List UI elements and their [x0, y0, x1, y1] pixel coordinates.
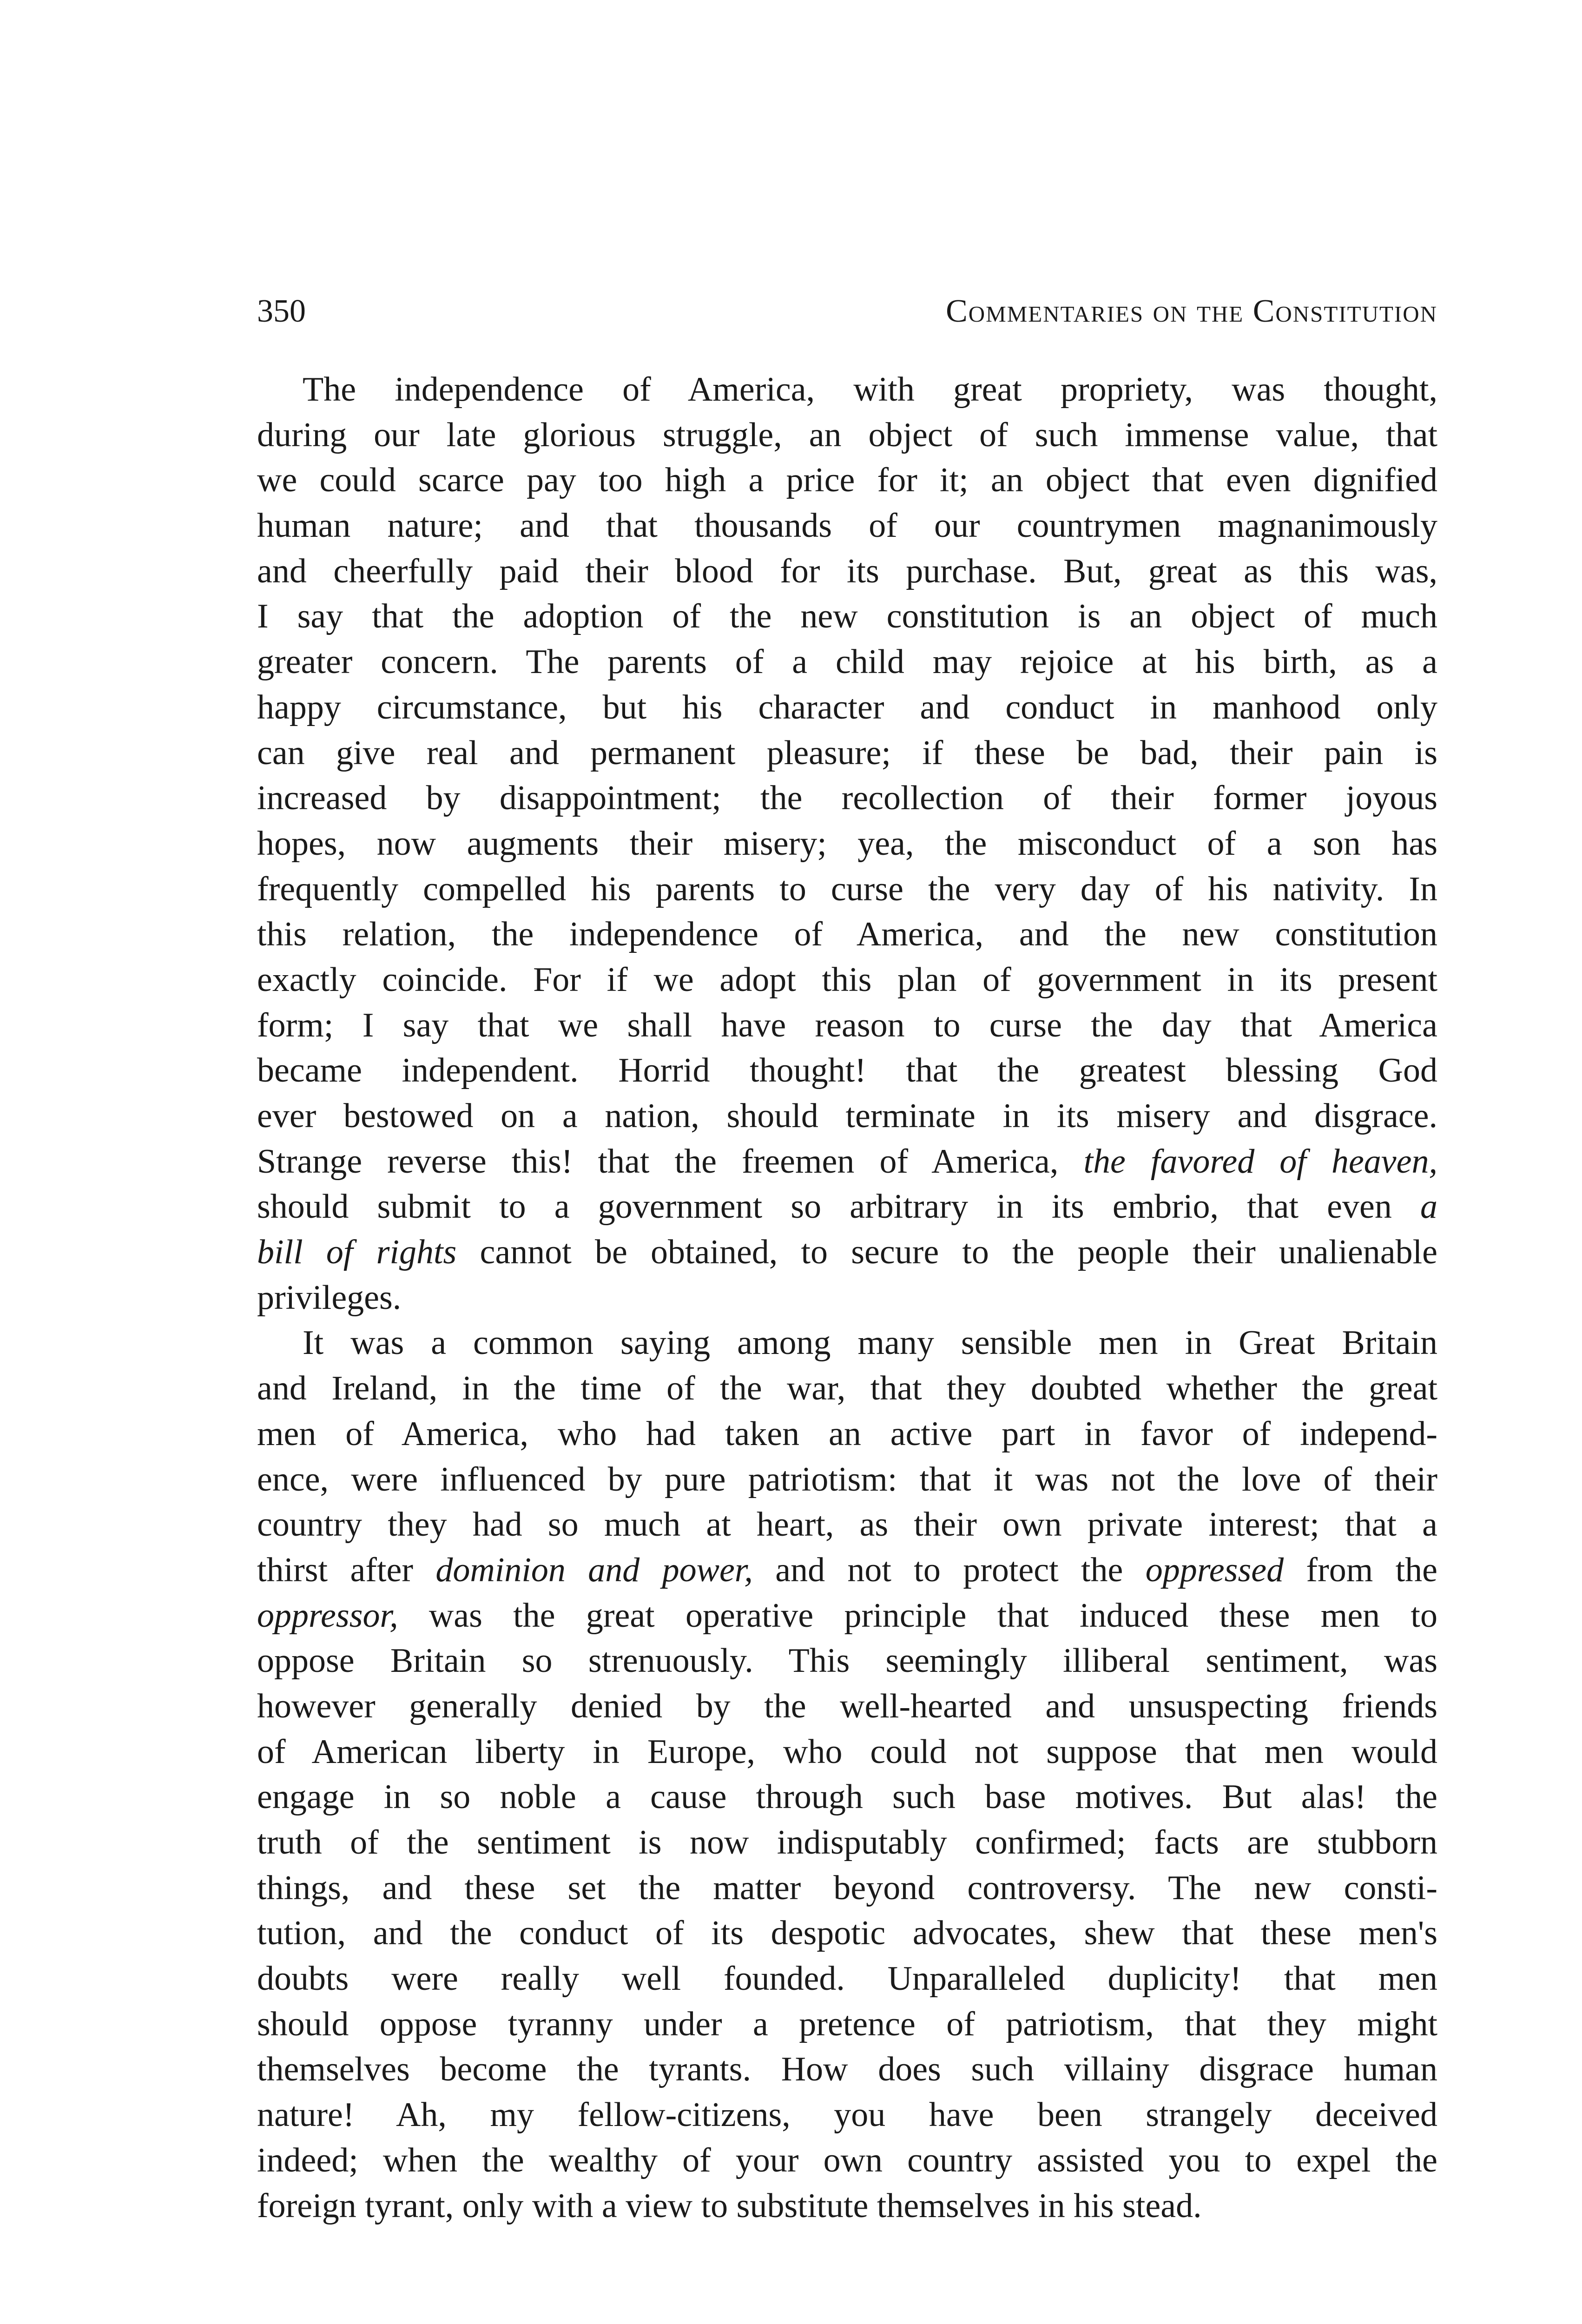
text-line [257, 1275, 1437, 1321]
text-line [257, 867, 1437, 912]
text-span: cannot be obtained, to secure to the people their unalienable [456, 1233, 1437, 1272]
text-span: human nature; and that thousands of our countrymen magnanimously [257, 507, 1437, 545]
text-line [257, 640, 1437, 685]
body-text [257, 367, 1437, 2229]
text-line [257, 594, 1437, 640]
running-head [257, 284, 1437, 339]
text-line [257, 1820, 1437, 1866]
text-line [257, 1866, 1437, 1911]
text-line [257, 1684, 1437, 1730]
text-span: doubts were really well founded. Unparalleled duplicity! that men [257, 1960, 1437, 1998]
text-span: exactly coincide. For if we adopt this plan of government in its present [257, 960, 1437, 999]
text-span: and not to protect the [752, 1551, 1146, 1589]
text-line [257, 549, 1437, 594]
text-line [257, 1139, 1437, 1185]
text-span: from the [1284, 1551, 1438, 1589]
text-line [257, 685, 1437, 731]
text-line [257, 413, 1437, 458]
text-line [257, 1775, 1437, 1820]
paragraph [257, 367, 1437, 1320]
text-span: oppose Britain so strenuously. This seemingly illiberal sentiment, was [257, 1642, 1437, 1680]
text-span: can give real and permanent pleasure; if these be bad, their pain is [257, 733, 1437, 772]
italic-text: dominion and power, [435, 1551, 753, 1589]
running-title: Commentaries on the Constitution [946, 293, 1437, 329]
text-span: foreign tyrant, only with a view to substitute themselves in his stead. [257, 2186, 1202, 2225]
text-span: hopes, now augments their misery; yea, the misconduct of a son has [257, 824, 1437, 863]
text-span: indeed; when the wealthy of your own country assisted you to expel the [257, 2141, 1437, 2179]
text-span: became independent. Horrid thought! that the greatest blessing God [257, 1051, 1437, 1090]
text-span: during our late glorious struggle, an object of such immense value, that [257, 416, 1437, 454]
text-span: should submit to a government so arbitrary in its embrio, that even [257, 1188, 1420, 1226]
text-line [257, 367, 1437, 413]
text-span: engage in so noble a cause through such base motives. But alas! the [257, 1778, 1437, 1816]
text-line [257, 776, 1437, 821]
text-span: Strange reverse this! that the freemen of America, [257, 1142, 1084, 1181]
text-line [257, 1502, 1437, 1548]
text-span: happy circumstance, but his character and conduct in manhood only [257, 688, 1437, 726]
text-span: ever bestowed on a nation, should terminate in its misery and disgrace. [257, 1097, 1437, 1135]
text-span: tution, and the conduct of its despotic advocates, shew that these men's [257, 1914, 1437, 1953]
text-line [257, 1366, 1437, 1412]
text-line [257, 1230, 1437, 1275]
text-span: thirst after [257, 1551, 436, 1589]
paragraph [257, 1320, 1437, 2229]
text-line [257, 1911, 1437, 1956]
text-line [257, 1457, 1437, 1503]
text-span: we could scarce pay too high a price for it; an object that even dignified [257, 461, 1437, 500]
text-span: truth of the sentiment is now indisputably confirmed; facts are stubborn [257, 1823, 1437, 1862]
italic-text: oppressed [1145, 1551, 1284, 1589]
italic-text: a [1420, 1188, 1437, 1226]
text-line [257, 503, 1437, 549]
text-span: I say that the adoption of the new constitution is an object of much [257, 597, 1437, 636]
text-line [257, 1412, 1437, 1457]
text-span: of American liberty in Europe, who could not suppose that men would [257, 1732, 1437, 1771]
text-line [257, 1184, 1437, 1230]
text-line [257, 2047, 1437, 2093]
text-span: ence, were influenced by pure patriotism: that it was not the love of their [257, 1460, 1437, 1499]
text-line [257, 2093, 1437, 2138]
text-span: form; I say that we shall have reason to curse the day that America [257, 1006, 1437, 1044]
text-line [257, 2138, 1437, 2184]
text-line [257, 912, 1437, 957]
text-line [257, 1003, 1437, 1049]
text-line [257, 821, 1437, 867]
text-line [257, 1048, 1437, 1094]
text-line [257, 1638, 1437, 1684]
text-span: greater concern. The parents of a child may rejoice at his birth, as a [257, 643, 1437, 681]
text-span: men of America, who had taken an active part in favor of independ- [257, 1414, 1437, 1453]
text-span: should oppose tyranny under a pretence of patriotism, that they might [257, 2005, 1437, 2043]
text-span: country they had so much at heart, as their own private interest; that a [257, 1505, 1437, 1544]
text-span: frequently compelled his parents to curse the very day of his nativity. In [257, 870, 1437, 908]
text-span: and Ireland, in the time of the war, that they doubted whether the great [257, 1369, 1437, 1408]
text-span: increased by disappointment; the recollection of their former joyous [257, 779, 1437, 818]
text-line [257, 1094, 1437, 1139]
text-line [257, 458, 1437, 503]
text-line [257, 1956, 1437, 2002]
text-line [257, 1548, 1437, 1593]
text-line [257, 1320, 1437, 1366]
text-span: nature! Ah, my fellow-citizens, you have been strangely deceived [257, 2096, 1437, 2134]
text-line [257, 1593, 1437, 1639]
text-line [257, 957, 1437, 1003]
text-line [257, 731, 1437, 776]
text-span: things, and these set the matter beyond controversy. The new consti- [257, 1868, 1437, 1907]
text-span: The independence of America, with great propriety, was thought, [303, 370, 1437, 409]
text-line [257, 1730, 1437, 1775]
italic-text: the favored of heaven, [1083, 1142, 1437, 1181]
text-line [257, 2184, 1437, 2229]
page-number: 350 [257, 293, 306, 329]
text-span: however generally denied by the well-hearted and unsuspecting friends [257, 1687, 1437, 1725]
text-line [257, 2002, 1437, 2047]
text-span: privileges. [257, 1278, 402, 1317]
text-span: was the great operative principle that induced these men to [398, 1596, 1437, 1635]
text-span: and cheerfully paid their blood for its purchase. But, great as this was, [257, 552, 1437, 590]
italic-text: oppressor, [257, 1596, 398, 1635]
text-span: this relation, the independence of America, and the new constitution [257, 915, 1437, 954]
text-span: It was a common saying among many sensible men in Great Britain [303, 1324, 1437, 1362]
text-span: themselves become the tyrants. How does such villainy disgrace human [257, 2050, 1437, 2089]
italic-text: bill of rights [257, 1233, 457, 1272]
